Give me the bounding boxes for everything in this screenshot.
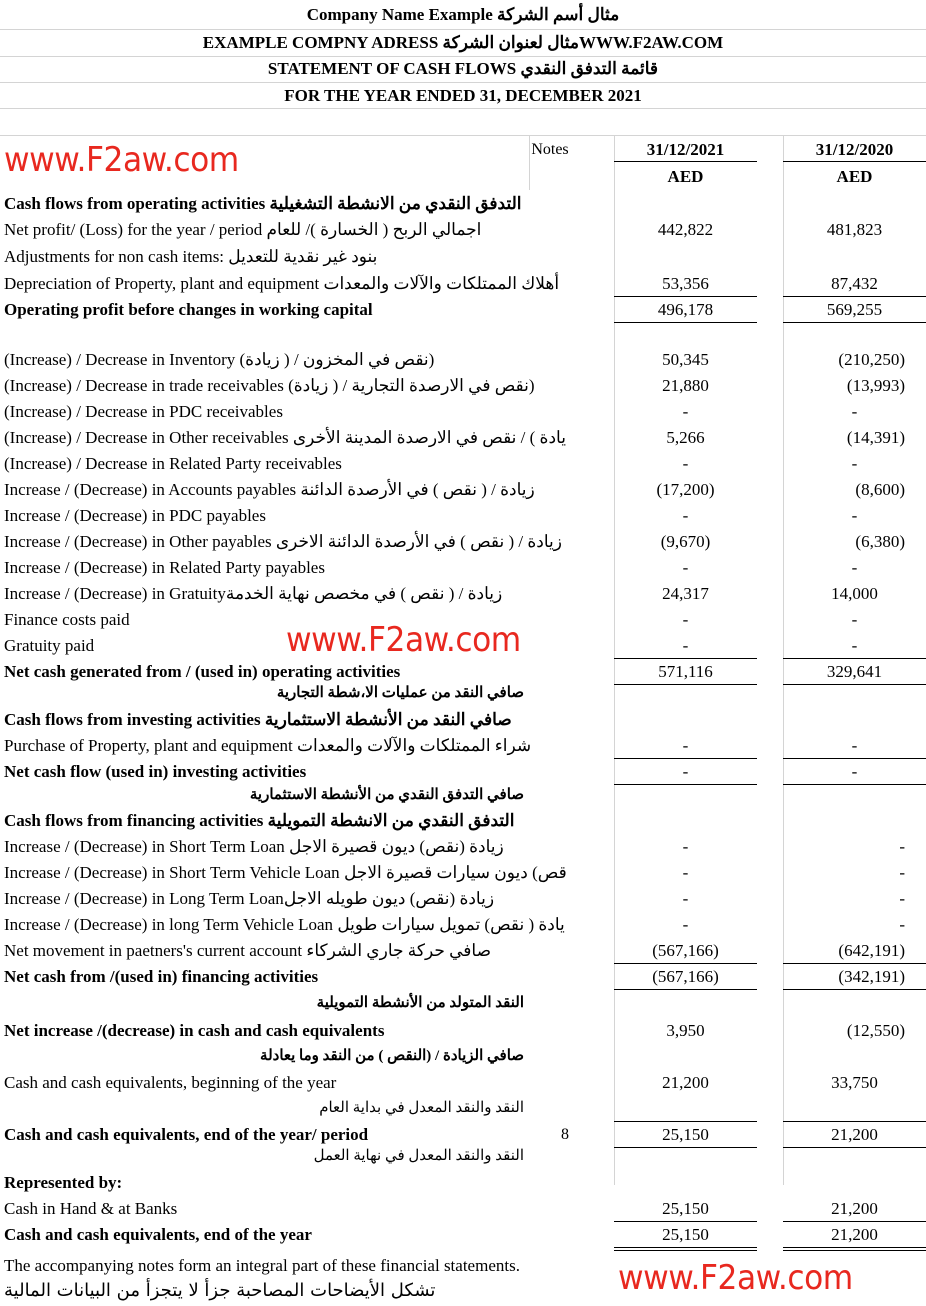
arabic-sublabel: النقد المتولد من الأنشطة التمويلية bbox=[316, 995, 524, 1011]
table-row bbox=[0, 860, 926, 886]
underline bbox=[614, 684, 757, 685]
table-row bbox=[0, 938, 926, 964]
table-row bbox=[0, 707, 926, 733]
table-row bbox=[0, 244, 926, 270]
value-2021: 496,178 bbox=[657, 300, 714, 319]
row-label: Cash and cash equivalents, end of the year bbox=[4, 1225, 312, 1244]
value-2020: - bbox=[851, 454, 858, 473]
value-2021: (9,670) bbox=[660, 532, 711, 551]
company-address: EXAMPLE COMPNY ADRESS مثال لعنوان الشركةWWW.F2AW.COM bbox=[202, 33, 724, 52]
value-2021: - bbox=[682, 889, 689, 908]
arabic-sublabel: النقد والنقد المعدل في نهاية العمل bbox=[313, 1148, 524, 1164]
currency-2021: AED bbox=[667, 167, 704, 186]
value-2020: 33,750 bbox=[831, 1073, 878, 1092]
underline bbox=[614, 161, 757, 162]
value-2020: (642,191) bbox=[838, 941, 905, 960]
table-row bbox=[0, 1070, 926, 1096]
row-label: Net cash flow (used in) investing activities bbox=[4, 762, 307, 781]
row-label: Net increase /(decrease) in cash and cash equivalents bbox=[4, 1021, 385, 1040]
underline bbox=[614, 322, 757, 323]
value-2021: - bbox=[682, 506, 689, 525]
row-label: Increase / (Decrease) in long Term Vehicle Loan يادة ( نقص) تمويل سيارات طويل bbox=[4, 915, 565, 934]
value-2020: - bbox=[851, 558, 858, 577]
row-label: Increase / (Decrease) in Other payables زيادة / ( نقص ) في الأرصدة الدائنة الاخرى bbox=[4, 532, 562, 551]
value-2020: 87,432 bbox=[831, 274, 878, 293]
value-2020: (14,391) bbox=[846, 428, 905, 447]
row-label: Increase / (Decrease) in Gratuityزيادة / ( نقص ) في مخصص نهاية الخدمة bbox=[4, 584, 503, 603]
row-label: Net cash generated from / (used in) operating activities bbox=[4, 662, 401, 681]
company-name: Company Name Example مثال أسم الشركة bbox=[306, 5, 620, 24]
table-row bbox=[0, 912, 926, 938]
row-label: Increase / (Decrease) in PDC payables bbox=[4, 506, 266, 525]
table-row bbox=[0, 217, 926, 243]
row-label: Cash and cash equivalents, end of the year/ period bbox=[4, 1125, 369, 1144]
row-label: Purchase of Property, plant and equipment شراء الممتلكات والآلات والمعدات bbox=[4, 736, 532, 755]
row-label: (Increase) / Decrease in trade receivables (زيادة ) / نقص في الارصدة التجارية) bbox=[4, 376, 535, 395]
value-2021: (17,200) bbox=[656, 480, 715, 499]
table-row bbox=[0, 477, 926, 503]
table-row bbox=[0, 1222, 926, 1248]
value-2021: (567,166) bbox=[652, 967, 719, 986]
value-2020: - bbox=[851, 636, 858, 655]
table-row bbox=[0, 503, 926, 529]
table-row bbox=[0, 1196, 926, 1222]
row-label: Depreciation of Property, plant and equipment أهلاك الممتلكات والآلات والمعدات bbox=[4, 274, 560, 293]
row-label: (Increase) / Decrease in PDC receivables bbox=[4, 402, 283, 421]
table-row bbox=[0, 759, 926, 785]
underline bbox=[614, 1247, 757, 1248]
value-2020: 21,200 bbox=[831, 1225, 878, 1244]
underline bbox=[783, 989, 926, 990]
table-row bbox=[0, 425, 926, 451]
row-label: Increase / (Decrease) in Long Term Loanزيادة (نقص) ديون طويله الاجل bbox=[4, 889, 495, 908]
value-2021: - bbox=[682, 454, 689, 473]
value-2021: 50,345 bbox=[662, 350, 709, 369]
notes-header: Notes bbox=[531, 141, 569, 158]
table-row bbox=[0, 886, 926, 912]
row-label: Net profit/ (Loss) for the year / period اجمالي الربح ( الخسارة )/ للعام bbox=[4, 220, 482, 239]
value-2020: 569,255 bbox=[826, 300, 883, 319]
value-2021: - bbox=[682, 610, 689, 629]
year-2020-header: 31/12/2020 bbox=[815, 140, 894, 159]
row-label: Represented by: bbox=[4, 1173, 123, 1192]
value-2020: (12,550) bbox=[846, 1021, 905, 1040]
row-label: Gratuity paid bbox=[4, 636, 95, 655]
grid-line bbox=[0, 29, 926, 30]
table-row bbox=[0, 271, 926, 297]
table-row bbox=[0, 555, 926, 581]
value-2020: - bbox=[851, 506, 858, 525]
value-2021: 21,880 bbox=[662, 376, 709, 395]
underline bbox=[783, 1147, 926, 1148]
underline bbox=[614, 1250, 757, 1251]
value-2021: - bbox=[682, 837, 689, 856]
underline bbox=[783, 684, 926, 685]
grid-line bbox=[0, 108, 926, 109]
row-label: Increase / (Decrease) in Short Term Loan زيادة (نقص) ديون قصيرة الاجل bbox=[4, 837, 504, 856]
value-2021: 24,317 bbox=[662, 584, 709, 603]
value-2021: 25,150 bbox=[662, 1199, 709, 1218]
row-label: Adjustments for non cash items: بنود غير نقدية للتعديل bbox=[4, 247, 378, 266]
value-2021: 25,150 bbox=[662, 1125, 709, 1144]
table-row bbox=[0, 399, 926, 425]
table-row bbox=[0, 1018, 926, 1044]
value-2020: - bbox=[899, 863, 905, 882]
table-row bbox=[0, 834, 926, 860]
value-2021: (567,166) bbox=[652, 941, 719, 960]
table-row bbox=[0, 373, 926, 399]
footer-note-english: The accompanying notes form an integral part of these financial statements. bbox=[4, 1256, 520, 1275]
row-label: Increase / (Decrease) in Accounts payables زيادة / ( نقص ) في الأرصدة الدائنة bbox=[4, 480, 535, 499]
value-2021: 571,116 bbox=[658, 662, 713, 681]
value-2020: - bbox=[851, 402, 858, 421]
value-2020: 14,000 bbox=[831, 584, 878, 603]
value-2021: 442,822 bbox=[657, 220, 714, 239]
underline bbox=[783, 1247, 926, 1248]
value-2021: 21,200 bbox=[662, 1073, 709, 1092]
underline bbox=[614, 1147, 757, 1148]
value-2021: - bbox=[682, 636, 689, 655]
value-2021: 25,150 bbox=[662, 1225, 709, 1244]
watermark-logo: www.F2aw.com bbox=[618, 1258, 853, 1298]
arabic-sublabel: صافي التدفق النقدي من الأنشطة الاستثمارية bbox=[249, 787, 524, 803]
value-2020: - bbox=[851, 762, 858, 781]
underline bbox=[783, 161, 926, 162]
watermark-logo: www.F2aw.com bbox=[4, 140, 239, 180]
grid-line bbox=[0, 82, 926, 83]
row-label: Finance costs paid bbox=[4, 610, 130, 629]
value-2021: - bbox=[682, 402, 689, 421]
row-label: Net cash from /(used in) financing activities bbox=[4, 967, 319, 986]
underline bbox=[783, 784, 926, 785]
value-2021: - bbox=[682, 736, 689, 755]
row-label: (Increase) / Decrease in Inventory (زيادة ) / نقص في المخزون) bbox=[4, 350, 435, 369]
arabic-sublabel: صافي الزيادة / (النقص ) من النقد وما يعادلة bbox=[260, 1048, 524, 1064]
value-2021: 3,950 bbox=[666, 1021, 705, 1040]
value-2020: 481,823 bbox=[826, 220, 883, 239]
value-2021: - bbox=[682, 915, 689, 934]
row-label: (Increase) / Decrease in Other receivables يادة ) / نقص في الارصدة المدينة الأخرى bbox=[4, 428, 566, 447]
row-label: (Increase) / Decrease in Related Party receivables bbox=[4, 454, 342, 473]
table-row bbox=[0, 297, 926, 323]
row-label: Cash and cash equivalents, beginning of the year bbox=[4, 1073, 337, 1092]
table-row bbox=[0, 808, 926, 834]
value-2020: 329,641 bbox=[826, 662, 883, 681]
table-row bbox=[0, 191, 926, 217]
value-2020: - bbox=[899, 837, 905, 856]
value-2021: - bbox=[682, 558, 689, 577]
grid-line bbox=[0, 135, 926, 136]
value-2020: (6,380) bbox=[855, 532, 905, 551]
value-2020: - bbox=[851, 736, 858, 755]
row-label: Increase / (Decrease) in Related Party payables bbox=[4, 558, 325, 577]
row-label: Net movement in paetners's current account صافي حركة جاري الشركاء bbox=[4, 941, 492, 960]
value-2020: - bbox=[899, 889, 905, 908]
row-label: Operating profit before changes in working capital bbox=[4, 300, 373, 319]
underline bbox=[783, 322, 926, 323]
value-2021: - bbox=[682, 762, 689, 781]
value-2021: 5,266 bbox=[666, 428, 705, 447]
table-row bbox=[0, 964, 926, 990]
arabic-sublabel: النقد والنقد المعدل في بداية العام bbox=[319, 1100, 524, 1116]
value-2020: (342,191) bbox=[838, 967, 905, 986]
value-2020: - bbox=[899, 915, 905, 934]
value-2021: 53,356 bbox=[662, 274, 709, 293]
value-2020: 21,200 bbox=[831, 1199, 878, 1218]
table-row bbox=[0, 1170, 926, 1196]
table-row bbox=[0, 451, 926, 477]
row-label: Cash in Hand & at Banks bbox=[4, 1199, 178, 1218]
statement-period: FOR THE YEAR ENDED 31, DECEMBER 2021 bbox=[284, 86, 642, 105]
value-2020: - bbox=[851, 610, 858, 629]
row-label: Cash flows from operating activities التدفق النقدي من الانشطة التشغيلية bbox=[4, 194, 522, 213]
table-row bbox=[0, 347, 926, 373]
value-2020: (13,993) bbox=[846, 376, 905, 395]
underline bbox=[614, 784, 757, 785]
underline bbox=[783, 1250, 926, 1251]
statement-title: STATEMENT OF CASH FLOWS قائمة التدفق النقدي bbox=[267, 59, 659, 78]
value-2020: 21,200 bbox=[831, 1125, 878, 1144]
row-label: Increase / (Decrease) in Short Term Vehicle Loan قص) ديون سيارات قصيرة الاجل bbox=[4, 863, 567, 882]
underline bbox=[614, 989, 757, 990]
row-label: Cash flows from investing activities صافي النقد من الأنشطة الاستثمارية bbox=[4, 710, 512, 729]
arabic-sublabel: صافي النقد من عمليات الا،شطة التجارية bbox=[276, 685, 524, 701]
grid-line bbox=[0, 56, 926, 57]
table-row bbox=[0, 529, 926, 555]
footer-note-arabic: تشكل الأيضاحات المصاحبة جزأ لا يتجزأ من البيانات المالية bbox=[4, 1280, 436, 1301]
value-2020: (8,600) bbox=[855, 480, 905, 499]
value-2020: (210,250) bbox=[838, 350, 905, 369]
note-ref: 8 bbox=[561, 1126, 569, 1143]
currency-2020: AED bbox=[836, 167, 873, 186]
value-2021: - bbox=[682, 863, 689, 882]
watermark-logo: www.F2aw.com bbox=[286, 620, 521, 660]
row-label: Cash flows from financing activities التدفق النقدي من الانشطة التمويلية bbox=[4, 811, 515, 830]
year-2021-header: 31/12/2021 bbox=[646, 140, 725, 159]
table-row bbox=[0, 581, 926, 607]
table-row bbox=[0, 733, 926, 759]
